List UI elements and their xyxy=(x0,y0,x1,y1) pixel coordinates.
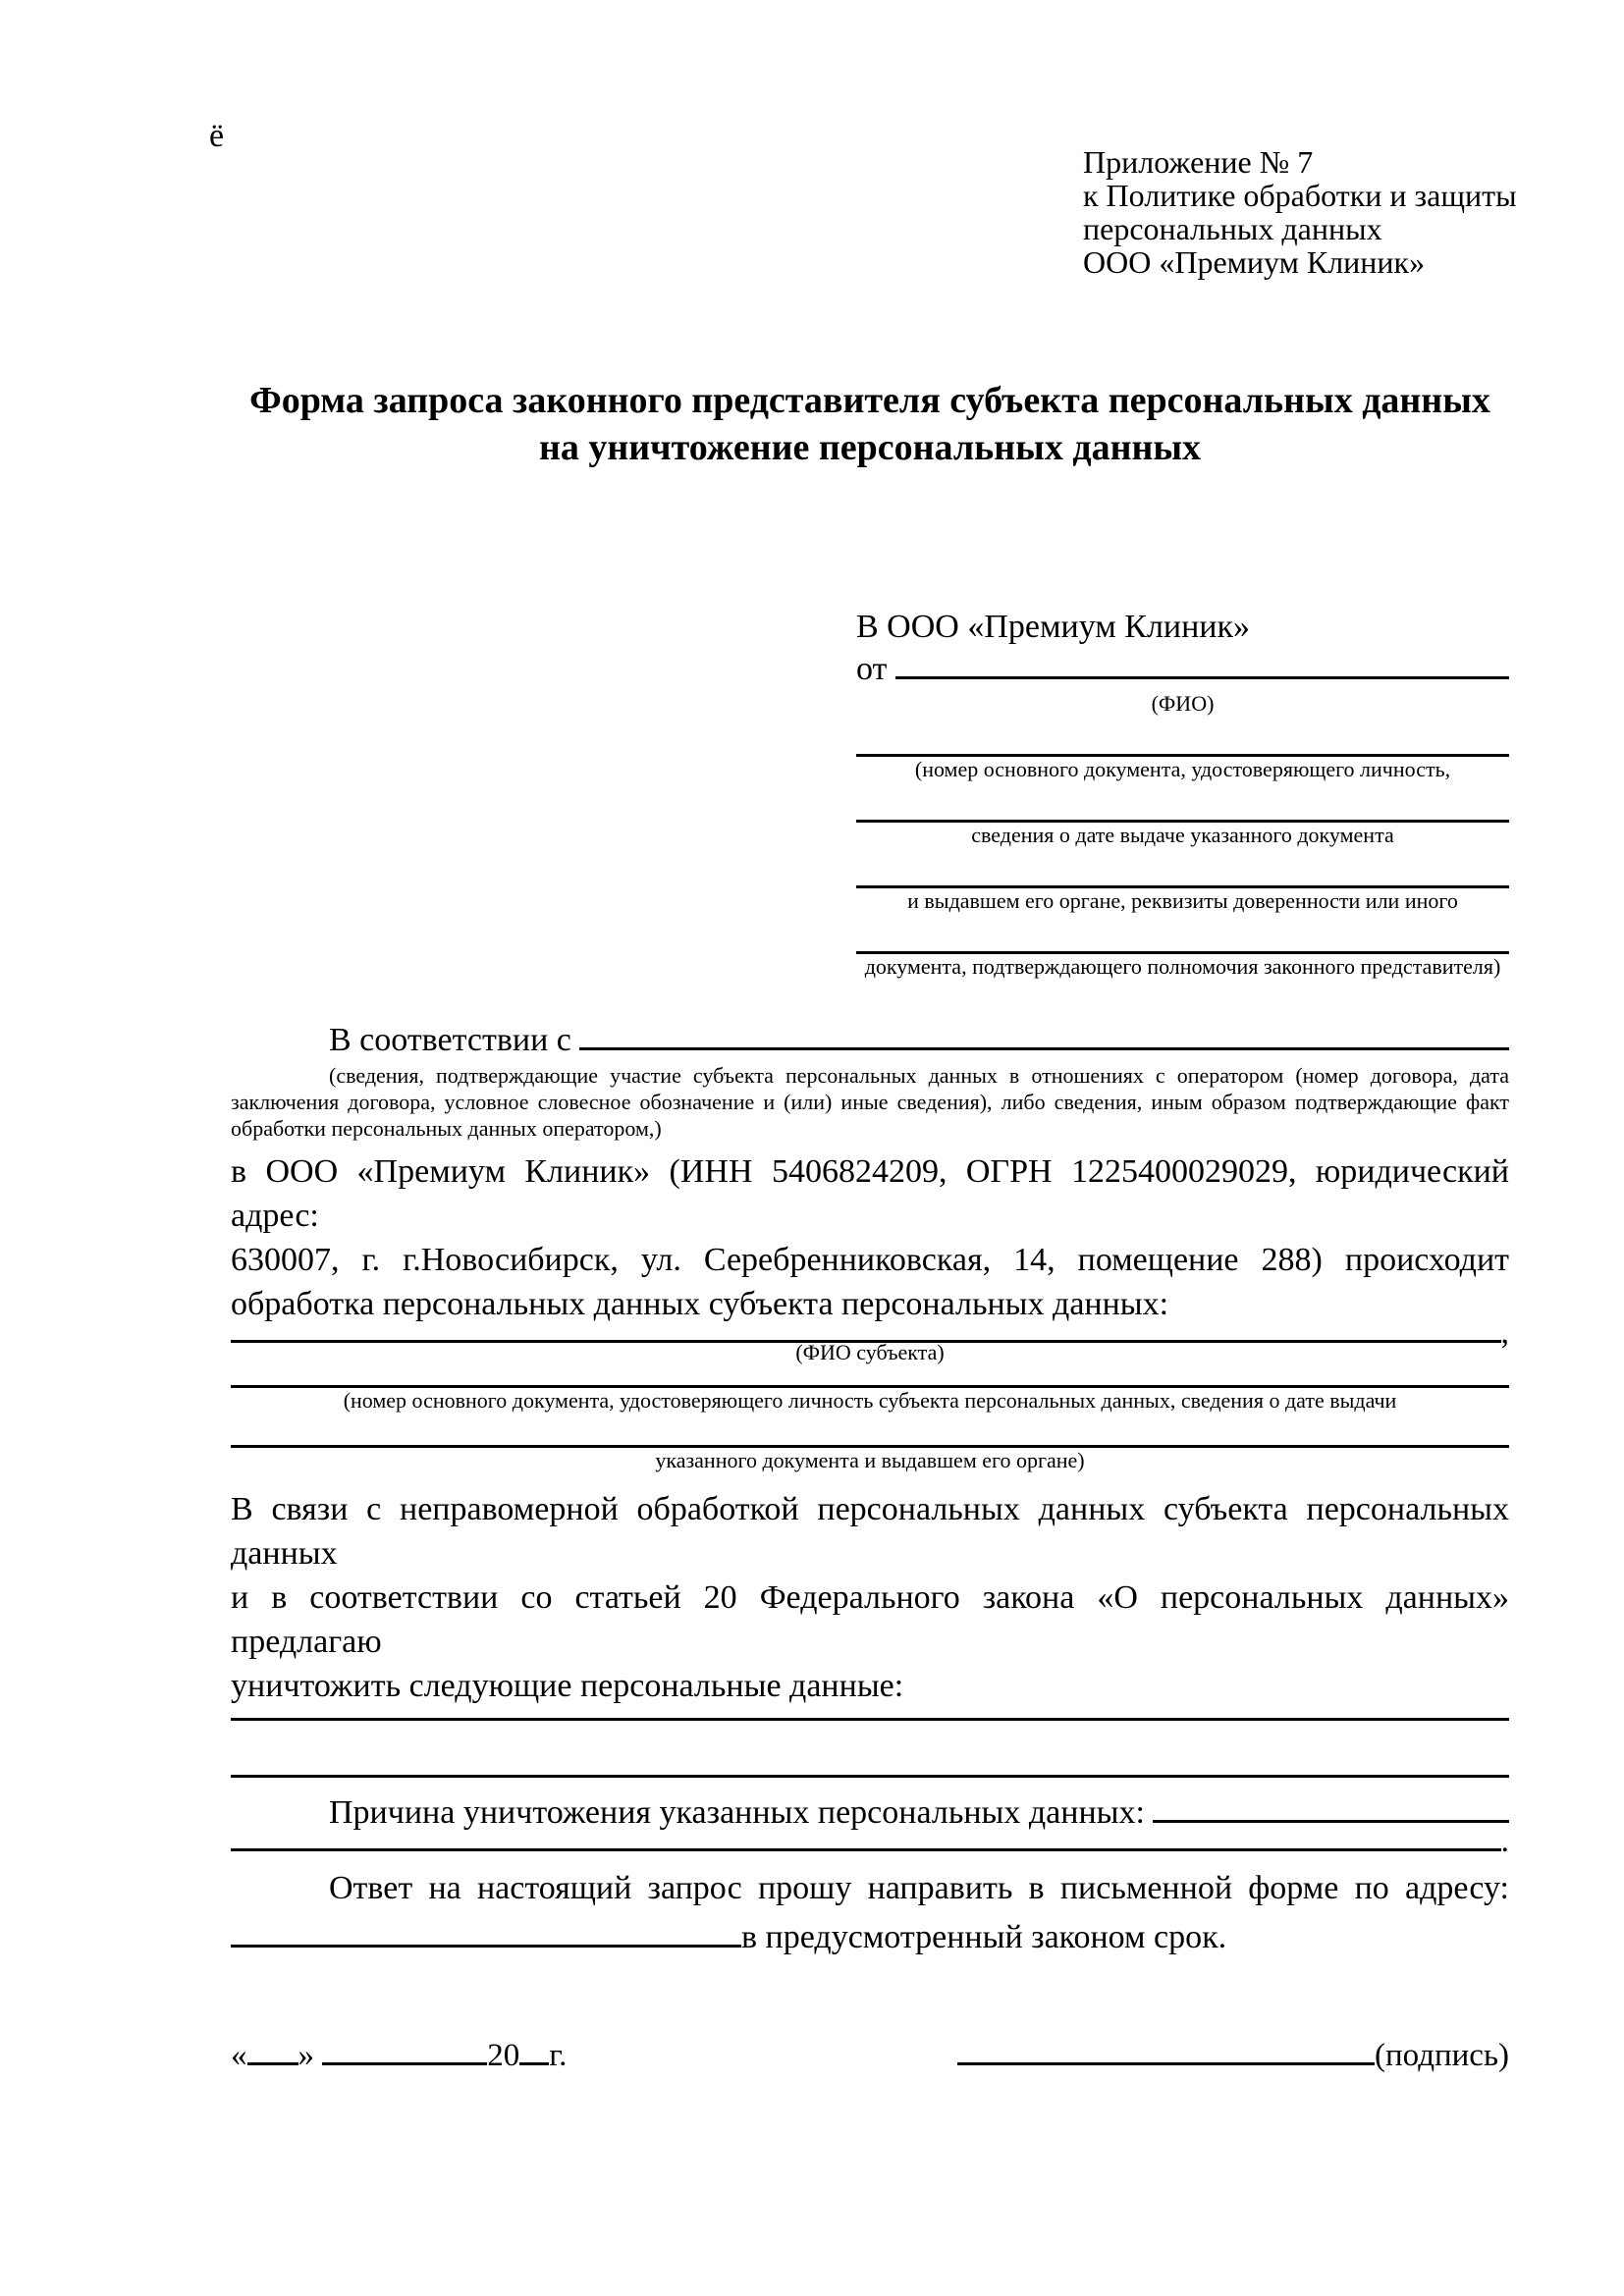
signature-row xyxy=(957,2034,1509,2077)
from-blank-line xyxy=(895,676,1509,679)
accordance-row xyxy=(231,1019,1509,1062)
addressee-from-row xyxy=(856,648,1509,691)
accordance-caption-line-2: заключения договора, условное словесное обозначение и (или) иные сведения), либо сведения, иным образом подтверждающие факт xyxy=(231,1090,1509,1114)
appendix-line-1: Приложение № 7 xyxy=(1083,144,1314,180)
month-blank xyxy=(322,2062,487,2065)
reply-paragraph: Ответ на настоящий запрос прошу направить в письменной форме по адресу: xyxy=(329,1870,1509,1906)
destroy-paragraph xyxy=(231,1487,1509,1708)
fio-caption: (ФИО) xyxy=(1151,691,1215,716)
date-open-quote: « xyxy=(231,2038,247,2073)
subject-doc-caption-1: (номер основного документа, удостоверяющего личность субъекта персональных данных, сведения о дате выдачи xyxy=(343,1388,1397,1413)
reason-blank-line xyxy=(1153,1820,1509,1823)
reason-row xyxy=(231,1791,1509,1835)
accordance-lead: В соответствии с xyxy=(329,1022,571,1058)
destroy-blank-line-2 xyxy=(231,1775,1509,1778)
accordance-blank-line xyxy=(579,1047,1509,1050)
reply-tail-row xyxy=(231,1916,1509,1959)
addressee-doc-unit-4 xyxy=(856,951,1509,980)
addressee-caption-4: документа, подтверждающего полномочия законного представителя) xyxy=(864,954,1501,979)
reply-address-blank-line xyxy=(231,1945,741,1948)
appendix-line-3: персональных данных xyxy=(1083,211,1382,246)
accordance-caption-line-3: обработки персональных данных оператором,) xyxy=(231,1116,662,1141)
accordance-caption-line-1: (сведения, подтверждающие участие субъекта персональных данных в отношениях с оператором (номер договора, дата xyxy=(329,1063,1509,1088)
operator-paragraph-line-3: обработка персональных данных субъекта персональных данных: xyxy=(231,1286,1169,1322)
reply-tail: в предусмотренный законом срок. xyxy=(741,1919,1227,1955)
destroy-paragraph-line-1: В связи с неправомерной обработкой персональных данных субъекта персональных данных xyxy=(231,1491,1509,1572)
appendix-block xyxy=(1083,0,1517,280)
subject-doc-caption-2: указанного документа и выдавшем его органе) xyxy=(655,1448,1085,1472)
addressee-caption-1: (номер основного документа, удостоверяющего личность, xyxy=(914,757,1451,781)
form-title-line-1: Форма запроса законного представителя субъекта персональных данных xyxy=(249,380,1490,421)
operator-paragraph xyxy=(231,1149,1509,1326)
operator-paragraph-line-2: 630007, г. г.Новосибирск, ул. Серебренниковская, 14, помещение 288) происходит xyxy=(231,1242,1509,1278)
signature-caption: (подпись) xyxy=(1375,2038,1509,2073)
destroy-blank-line-1 xyxy=(231,1718,1509,1721)
subject-fio-caption: (ФИО субъекта) xyxy=(795,1340,945,1364)
subject-fio-row xyxy=(231,1314,1509,1351)
addressee-doc-unit-1 xyxy=(856,754,1509,782)
destroy-paragraph-line-3: уничтожить следующие персональные данные: xyxy=(231,1668,904,1704)
signature-blank-line xyxy=(957,2062,1375,2065)
date-close-quote: » xyxy=(298,2038,314,2073)
reason-lead: Причина уничтожения указанных персональных данных: xyxy=(329,1794,1145,1831)
reason-continuation-line xyxy=(231,1848,1501,1851)
year-blank xyxy=(519,2062,549,2065)
operator-paragraph-line-1: в ООО «Премиум Клиник» (ИНН 5406824209, ОГРН 1225400029029, юридический адрес: xyxy=(231,1153,1509,1234)
addressee-doc-unit-3 xyxy=(856,885,1509,914)
appendix-line-4: ООО «Премиум Клиник» xyxy=(1083,244,1426,280)
destroy-paragraph-line-2: и в соответствии со статьей 20 Федерального закона «О персональных данных» предлагаю xyxy=(231,1579,1509,1660)
appendix-line-2: к Политике обработки и защиты xyxy=(1083,178,1517,213)
day-blank xyxy=(247,2062,298,2065)
date-row xyxy=(231,2034,567,2077)
stray-char: ё xyxy=(209,118,225,154)
reason-period: . xyxy=(1500,1823,1509,1859)
addressee-caption-2: сведения о дате выдаче указанного документа xyxy=(971,823,1394,847)
year-suffix: г. xyxy=(549,2038,568,2073)
from-label: от xyxy=(856,651,888,687)
addressee-block xyxy=(856,607,1509,980)
addressee-caption-3: и выдавшем его органе, реквизиты доверенности или иного xyxy=(907,888,1458,913)
addressee-to: В ООО «Премиум Клиник» xyxy=(856,609,1251,645)
footer-row xyxy=(231,2034,1509,2077)
accordance-caption xyxy=(231,1062,1509,1142)
year-prefix: 20 xyxy=(487,2038,520,2073)
trailing-comma: , xyxy=(1500,1314,1509,1351)
form-title-line-2: на уничтожение персональных данных xyxy=(538,427,1202,468)
reason-continuation-row xyxy=(231,1823,1509,1859)
accordance-section xyxy=(231,1019,1509,1142)
addressee-doc-unit-2 xyxy=(856,820,1509,848)
form-title xyxy=(231,377,1509,471)
